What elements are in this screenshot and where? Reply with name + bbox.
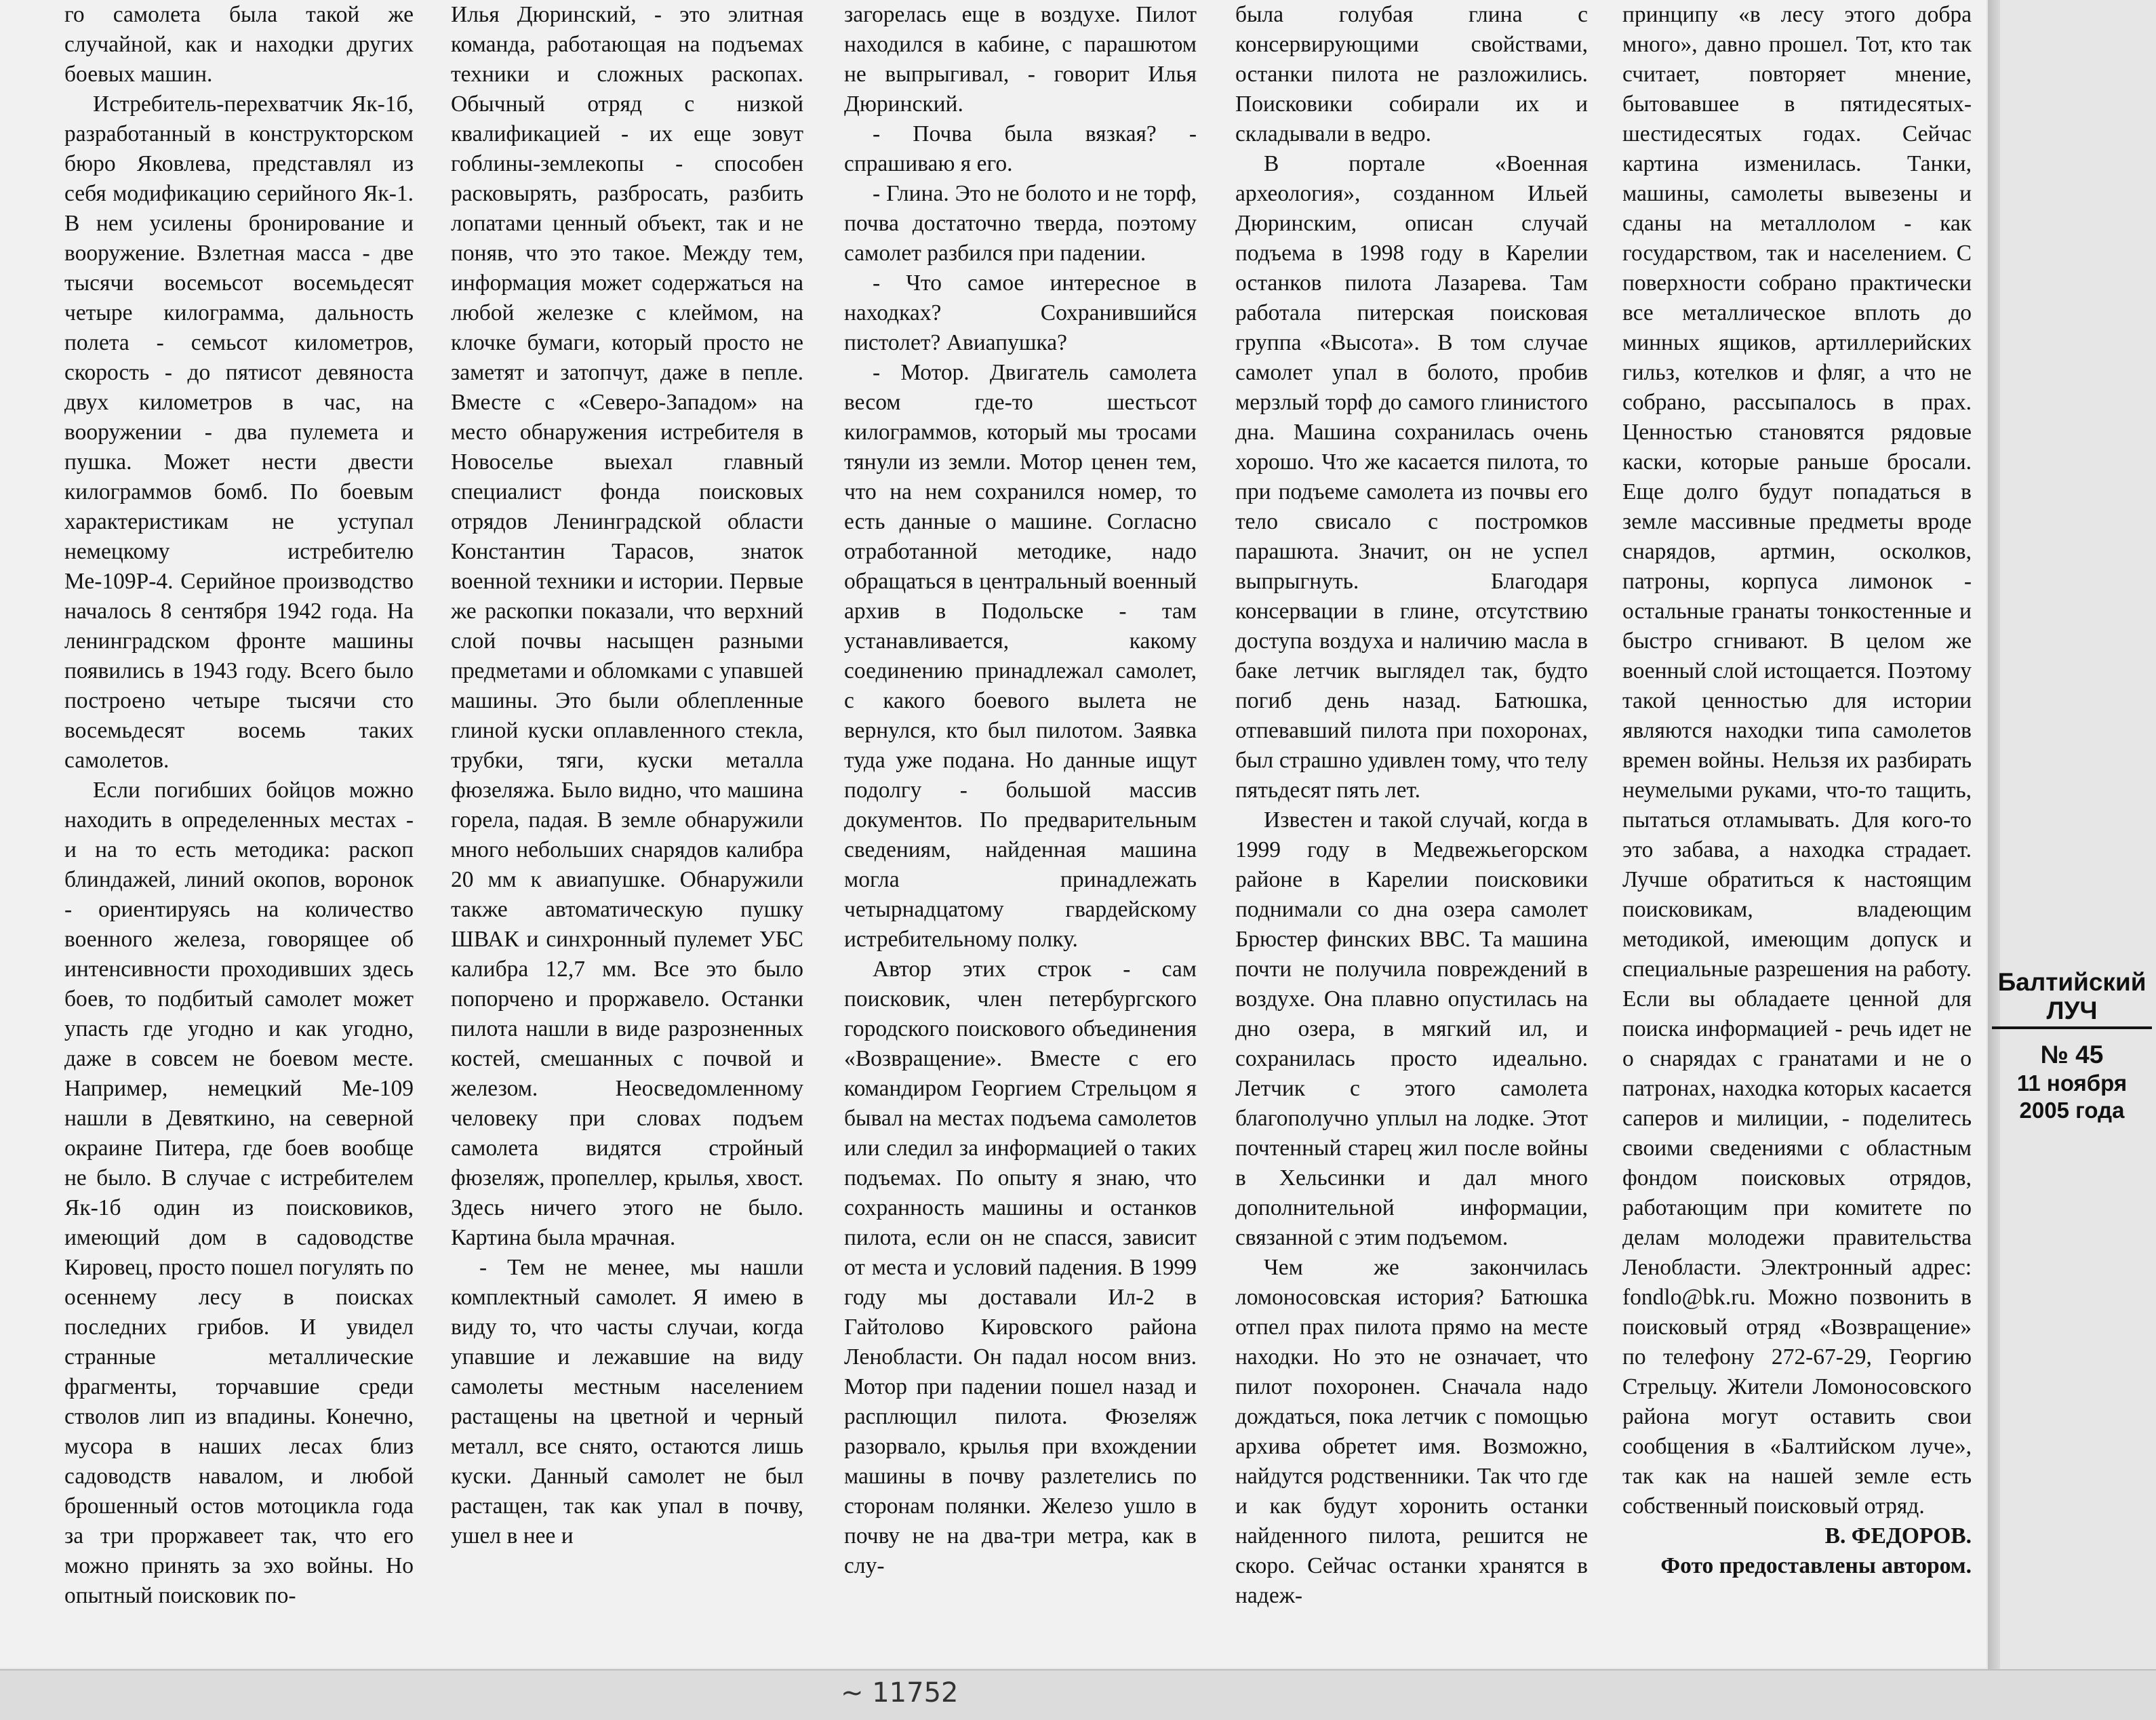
photo-credit: Фото предоставлены автором. (1660, 1553, 1972, 1578)
paragraph: принципу «в лесу этого добра много», давно прошел. Тот, кто так считает, повторяет мнение, бытовавшее в пятидесятых-шестидесятых годах. Сейчас картина изменилась. Танки, машины, самолеты вывезены и сданы на металлолом - как государством, так и населением. С поверхности собрано практически все металлическое вплоть до минных ящиков, артиллерийских гильз, котелков и фляг, а что не собрано, рассыпалось в прах. Ценностью становятся рядовые каски, которые раньше бросали. Еще долго будут попадаться в земле массивные предметы вроде снарядов, артмин, осколков, патроны, корпуса лимонок - остальные гранаты тонкостенные и быстро сгнивают. В целом же военный слой истощается. Поэтому такой ценностью для истории являются находки типа самолетов времен войны. Нельзя их разбирать неумелыми руками, что-то тащить, пытаться отламывать. Для кого-то это забава, а находка страдает. Лучше обратиться к настоящим поисковикам, владеющим методикой, имеющим допуск и специальные разрешения на работу. Если вы обладаете ценной для поиска информацией - речь идет не о снарядах с гранатами и не о патронах, находка которых касается саперов и милиции, - поделитесь своими сведениями с областным фондом поисковых отрядов, работающим при комитете по делам молодежи правительства Ленобласти. Электронный адрес: fondlo@bk.ru. Можно позвонить в поисковый отряд «Возвращение» по телефону 272-67-29, Георгию Стрельцу. Жители Ломоносовского района могут оставить свои сообщения в «Балтийском луче», так как на нашей земле есть собственный поисковый отряд. (1622, 2, 1972, 1519)
paragraph: В портале «Военная археология», созданном Ильей Дюринским, описан случай подъема в 1998 году в Карелии останков пилота Лазарева. Там работала питерская поисковая группа «Высота». В том случае самолет упал в болото, пробив мерзлый торф до самого глинистого дна. Машина сохранилась очень хорошо. Что же касается пилота, то при подъеме самолета из почвы его тело свисало с постромков парашюта. Значит, он не успел выпрыгнуть. Благодаря консервации в глине, отсутствию доступа воздуха и наличию масла в баке летчик выглядел так, будто погиб день назад. Батюшка, отпевавший пилота при похоронах, был страшно удивлен тому, что телу пятьдесят пять лет. (1235, 151, 1588, 803)
paragraph: го самолета была такой же случайной, как и находки других боевых машин. (64, 2, 414, 87)
article-column-5 (1622, 0, 1972, 1581)
paragraph: была голубая глина с консервирующими свойствами, останки пилота не разложились. Поисковики собирали их и складывали в ведро. (1235, 2, 1588, 146)
article-column-4 (1235, 0, 1588, 1611)
handwritten-note: ~ 11752 (841, 1677, 959, 1708)
article-column-1 (64, 0, 414, 1611)
newspaper-name: Балтийский ЛУЧ (1992, 968, 2152, 1029)
paragraph: - Почва была вязкая? - спрашиваю я его. (844, 121, 1197, 176)
author-signature: В. ФЕДОРОВ. (1824, 1523, 1972, 1548)
issue-date: 11 ноября 2005 года (2016, 1071, 2128, 1123)
paragraph: - Что самое интересное в находках? Сохранившийся пистолет? Авиапушка? (844, 271, 1197, 355)
paragraph: Чем же закончилась ломоносовская история? Батюшка отпел прах пилота прямо на месте находки. Но это не означает, что пилот похоронен. Сначала надо дождаться, пока летчик с помощью архива обретет имя. Возможно, найдутся родственники. Так что где и как будут хоронить останки найденного пилота, решится не скоро. Сейчас останки хранятся в надеж- (1235, 1255, 1588, 1608)
paragraph: загорелась еще в воздухе. Пилот находился в кабине, с парашютом не выпрыгивал, - говорит Илья Дюринский. (844, 2, 1197, 117)
page-fold-edge (1988, 0, 2000, 1719)
paragraph: - Тем не менее, мы нашли комплектный самолет. Я имею в виду то, что часты случаи, когда упавшие и лежавшие на виду самолеты местным населением растащены на цветной и черный металл, все снято, остаются лишь куски. Данный самолет не был растащен, так как упал в почву, ушел в нее и (451, 1255, 803, 1548)
paragraph: Илья Дюринский, - это элитная команда, работающая на подъемах техники и сложных раскопах. Обычный отряд с низкой квалификацией - их еще зовут гоблины-землекопы - способен расковырять, разбросать, разбить лопатами ценный объект, так и не поняв, что это такое. Между тем, информация может содержаться на любой железке с клеймом, на клочке бумаги, который просто не заметят и затопчут, даже в пепле. Вместе с «Северо-Западом» на место обнаружения истребителя в Новоселье выехал главный специалист фонда поисковых отрядов Ленинградской области Константин Тарасов, знаток военной техники и истории. Первые же раскопки показали, что верхний слой почвы насыщен разными предметами и обломками с упавшей машины. Это были облепленные глиной куски оплавленного стекла, трубки, тяги, куски металла фюзеляжа. Было видно, что машина горела, падая. В земле обнаружили много небольших снарядов калибра 20 мм к авиапушке. Обнаружили также автоматическую пушку ШВАК и синхронный пулемет УБС калибра 12,7 мм. Все это было попорчено и проржавело. Останки пилота нашли в виде разрозненных костей, смешанных с почвой и железом. Неосведомленному человеку при словах подъем самолета видятся стройный фюзеляж, пропеллер, крылья, хвост. Здесь ничего этого не было. Картина была мрачная. (451, 2, 803, 1250)
paragraph: Известен и такой случай, когда в 1999 году в Медвежьегорском районе в Карелии поисковики поднимали со дна озера самолет Брюстер финских ВВС. Та машина почти не получила повреждений в воздухе. Она плавно опустилась на дно озера, в мягкий ил, и сохранилась просто идеально. Летчик с этого самолета благополучно уплыл на лодке. Этот почтенный старец жил после войны в Хельсинки и дал много дополнительной информации, связанной с этим подъемом. (1235, 807, 1588, 1250)
paragraph: - Мотор. Двигатель самолета весом где-то шестьсот килограммов, который мы тросами тянули из земли. Мотор ценен тем, что на нем сохранился номер, то есть данные о машине. Согласно отработанной методике, надо обращаться в центральный военный архив в Подольске - там устанавливается, какому соединению принадлежал самолет, с какого боевого вылета не вернулся, кто был пилотом. Заявка туда уже подана. Но данные ищут подолгу - большой массив документов. По предварительным сведениям, найденная машина могла принадлежать четырнадцатому гвардейскому истребительному полку. (844, 360, 1197, 952)
paragraph: Если погибших бойцов можно находить в определенных местах - и на то есть методика: раскоп блиндажей, линий окопов, воронок - ориентируясь на количество военного железа, говорящее об интенсивности проходивших здесь боев, то подбитый самолет может упасть где угодно и как угодно, даже в совсем не боевом месте. Например, немецкий Ме-109 нашли в Девяткино, на северной окраине Питера, где боев вообще не было. В случае с истребителем Як-1б один из поисковиков, имеющий дом в садоводстве Кировец, просто пошел погулять по осеннему лесу в поисках последних грибов. И увидел странные металлические фрагменты, торчавшие среди стволов лип из впадины. Конечно, мусора в наших лесах близ садоводств навалом, и любой брошенный остов мотоцикла года за три проржавеет так, что его можно принять за эхо войны. Но опытный поисковик по- (64, 778, 414, 1608)
newspaper-masthead (1992, 968, 2152, 1124)
article-column-3 (844, 0, 1197, 1581)
scan-bottom-margin (0, 1669, 2156, 1720)
issue-number: № 45 (2040, 1041, 2104, 1068)
paragraph: Истребитель-перехватчик Як-1б, разработанный в конструкторском бюро Яковлева, представлял из себя модификацию серийного Як-1. В нем усилены бронирование и вооружение. Взлетная масса - две тысячи восемьсот восемьдесят четыре килограмма, дальность полета - семьсот километров, скорость - до пятисот девяноста двух километров в час, на вооружении - два пулемета и пушка. Может нести двести килограммов бомб. По боевым характеристикам не уступал немецкому истребителю Ме-109Р-4. Серийное производство началось 8 сентября 1942 года. На ленинградском фронте машины появились в 1943 году. Всего было построено четыре тысячи сто восемьдесят восемь таких самолетов. (64, 92, 414, 773)
article-column-2 (451, 0, 803, 1551)
paragraph: - Глина. Это не болото и не торф, почва достаточно тверда, поэтому самолет разбился при падении. (844, 181, 1197, 266)
paragraph: Автор этих строк - сам поисковик, член петербургского городского поискового объединения «Возвращение». Вместе с его командиром Георгием Стрельцом я бывал на местах подъема самолетов или следил за информацией о таких подъемах. По опыту я знаю, что сохранность машины и останков пилота, если он не спасся, зависит от места и условий падения. В 1999 году мы доставали Ил-2 в Гайтолово Кировского района Ленобласти. Он падал носом вниз. Мотор при падении пошел назад и расплющил пилота. Фюзеляж разорвало, крылья при вхождении машины в почву разлетелись по сторонам полянки. Железо ушло в почву не на два-три метра, как в слу- (844, 957, 1197, 1578)
